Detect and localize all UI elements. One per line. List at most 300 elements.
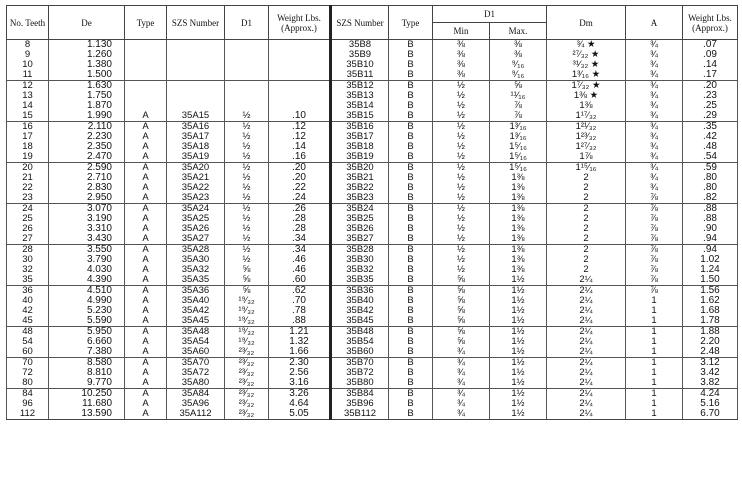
- d1-cell: ²³⁄₃₂: [225, 347, 269, 358]
- table-row: [7, 111, 738, 122]
- szs-b-cell: 35B54: [331, 337, 389, 347]
- weight-b-cell: .80: [683, 183, 738, 193]
- table-row: [7, 275, 738, 286]
- type-cell: [125, 91, 167, 101]
- min-cell: ⅜: [433, 40, 490, 51]
- teeth-cell: 27: [7, 234, 49, 245]
- weight-b-cell: .82: [683, 193, 738, 204]
- a-cell: ⅞: [626, 245, 683, 256]
- d1-cell: ½: [225, 234, 269, 245]
- weight-cell: 3.16: [269, 378, 331, 389]
- teeth-cell: 28: [7, 245, 49, 256]
- table-row: [7, 234, 738, 245]
- type-b-cell: B: [389, 389, 433, 400]
- weight-b-cell: 3.42: [683, 368, 738, 378]
- weight-cell: .70: [269, 296, 331, 306]
- teeth-cell: 70: [7, 358, 49, 369]
- a-cell: ¾: [626, 152, 683, 163]
- type-b-cell: B: [389, 101, 433, 111]
- weight-b-cell: .90: [683, 224, 738, 234]
- weight-b-cell: .48: [683, 142, 738, 152]
- d1-cell: [225, 81, 269, 92]
- d1-cell: ½: [225, 204, 269, 215]
- szs-cell: 35A54: [167, 337, 225, 347]
- type-cell: A: [125, 173, 167, 183]
- type-b-cell: B: [389, 358, 433, 369]
- dm-cell: 1³⁄₁₆ ★: [547, 70, 626, 81]
- szs-cell: [167, 91, 225, 101]
- teeth-cell: 9: [7, 50, 49, 60]
- de-cell: 3.790: [49, 255, 125, 265]
- de-cell: 9.770: [49, 378, 125, 389]
- dm-cell: 2¼: [547, 358, 626, 369]
- table-row: [7, 193, 738, 204]
- szs-b-cell: 35B72: [331, 368, 389, 378]
- type-b-cell: B: [389, 70, 433, 81]
- dm-cell: 2: [547, 245, 626, 256]
- header-type: Type: [125, 6, 167, 40]
- teeth-cell: 19: [7, 152, 49, 163]
- dm-cell: 2: [547, 255, 626, 265]
- weight-b-cell: .17: [683, 70, 738, 81]
- szs-cell: [167, 50, 225, 60]
- type-cell: A: [125, 275, 167, 286]
- type-cell: A: [125, 306, 167, 316]
- a-cell: ¾: [626, 142, 683, 152]
- szs-cell: [167, 40, 225, 51]
- min-cell: ⅜: [433, 60, 490, 70]
- weight-cell: 2.30: [269, 358, 331, 369]
- type-b-cell: B: [389, 409, 433, 420]
- weight-b-cell: .20: [683, 81, 738, 92]
- type-cell: A: [125, 163, 167, 174]
- min-cell: ½: [433, 152, 490, 163]
- type-b-cell: B: [389, 337, 433, 347]
- min-cell: ½: [433, 245, 490, 256]
- min-cell: ⅜: [433, 70, 490, 81]
- dm-cell: 2¼: [547, 327, 626, 338]
- type-cell: A: [125, 193, 167, 204]
- teeth-cell: 23: [7, 193, 49, 204]
- min-cell: ½: [433, 173, 490, 183]
- type-b-cell: B: [389, 152, 433, 163]
- szs-cell: 35A22: [167, 183, 225, 193]
- type-cell: [125, 40, 167, 51]
- szs-b-cell: 35B9: [331, 50, 389, 60]
- szs-b-cell: 35B15: [331, 111, 389, 122]
- a-cell: ¾: [626, 183, 683, 193]
- teeth-cell: 17: [7, 132, 49, 142]
- weight-cell: .62: [269, 286, 331, 297]
- szs-cell: 35A30: [167, 255, 225, 265]
- min-cell: ⅝: [433, 286, 490, 297]
- header-weight: Weight Lbs. (Approx.): [269, 6, 331, 40]
- szs-b-cell: 35B21: [331, 173, 389, 183]
- min-cell: ½: [433, 101, 490, 111]
- a-cell: ⅞: [626, 275, 683, 286]
- dm-cell: 2¼: [547, 306, 626, 316]
- szs-cell: 35A26: [167, 224, 225, 234]
- d1-cell: ¹⁹⁄₃₂: [225, 316, 269, 327]
- weight-cell: .78: [269, 306, 331, 316]
- type-cell: A: [125, 409, 167, 420]
- szs-b-cell: 35B42: [331, 306, 389, 316]
- weight-b-cell: .23: [683, 91, 738, 101]
- d1-cell: [225, 40, 269, 51]
- d1-cell: ½: [225, 224, 269, 234]
- header-min: Min: [433, 23, 490, 40]
- max-cell: ⅜: [490, 40, 547, 51]
- d1-cell: [225, 70, 269, 81]
- d1-cell: ²³⁄₃₂: [225, 358, 269, 369]
- szs-b-cell: 35B40: [331, 296, 389, 306]
- szs-b-cell: 35B28: [331, 245, 389, 256]
- weight-b-cell: 1.88: [683, 327, 738, 338]
- min-cell: ⅝: [433, 327, 490, 338]
- weight-cell: 3.26: [269, 389, 331, 400]
- szs-b-cell: 35B13: [331, 91, 389, 101]
- dm-cell: 2¼: [547, 316, 626, 327]
- a-cell: 1: [626, 337, 683, 347]
- de-cell: 3.190: [49, 214, 125, 224]
- teeth-cell: 21: [7, 173, 49, 183]
- table-row: [7, 152, 738, 163]
- spec-table: [6, 5, 738, 420]
- dm-cell: ¾ ★: [547, 40, 626, 51]
- a-cell: ¾: [626, 163, 683, 174]
- max-cell: 1½: [490, 286, 547, 297]
- max-cell: 1⅜: [490, 193, 547, 204]
- weight-b-cell: .94: [683, 234, 738, 245]
- szs-b-cell: 35B18: [331, 142, 389, 152]
- type-cell: A: [125, 399, 167, 409]
- teeth-cell: 36: [7, 286, 49, 297]
- type-b-cell: B: [389, 183, 433, 193]
- table-row: [7, 316, 738, 327]
- a-cell: ¾: [626, 70, 683, 81]
- dm-cell: 2: [547, 173, 626, 183]
- weight-b-cell: 2.48: [683, 347, 738, 358]
- de-cell: 2.590: [49, 163, 125, 174]
- max-cell: 1½: [490, 399, 547, 409]
- szs-b-cell: 35B26: [331, 224, 389, 234]
- szs-cell: 35A16: [167, 122, 225, 133]
- type-cell: A: [125, 358, 167, 369]
- weight-cell: .20: [269, 163, 331, 174]
- de-cell: 5.230: [49, 306, 125, 316]
- dm-cell: 1²⁷⁄₃₂: [547, 142, 626, 152]
- szs-cell: 35A17: [167, 132, 225, 142]
- szs-b-cell: 35B35: [331, 275, 389, 286]
- teeth-cell: 84: [7, 389, 49, 400]
- min-cell: ¾: [433, 389, 490, 400]
- weight-b-cell: .42: [683, 132, 738, 142]
- weight-cell: .46: [269, 255, 331, 265]
- weight-b-cell: .80: [683, 173, 738, 183]
- teeth-cell: 20: [7, 163, 49, 174]
- type-b-cell: B: [389, 111, 433, 122]
- max-cell: 1½: [490, 347, 547, 358]
- a-cell: 1: [626, 389, 683, 400]
- d1-cell: ½: [225, 132, 269, 142]
- min-cell: ¾: [433, 347, 490, 358]
- type-b-cell: B: [389, 245, 433, 256]
- header-type-b: Type: [389, 6, 433, 40]
- weight-b-cell: .09: [683, 50, 738, 60]
- type-b-cell: B: [389, 193, 433, 204]
- a-cell: 1: [626, 327, 683, 338]
- de-cell: 2.350: [49, 142, 125, 152]
- d1-cell: ½: [225, 193, 269, 204]
- dm-cell: 2¼: [547, 409, 626, 420]
- type-b-cell: B: [389, 132, 433, 142]
- type-b-cell: B: [389, 275, 433, 286]
- dm-cell: 1⅜ ★: [547, 91, 626, 101]
- a-cell: 1: [626, 399, 683, 409]
- szs-cell: [167, 81, 225, 92]
- de-cell: 4.390: [49, 275, 125, 286]
- a-cell: ⅞: [626, 224, 683, 234]
- type-cell: A: [125, 224, 167, 234]
- dm-cell: 2: [547, 204, 626, 215]
- max-cell: 1½: [490, 275, 547, 286]
- szs-cell: 35A24: [167, 204, 225, 215]
- max-cell: ⁹⁄₁₆: [490, 70, 547, 81]
- max-cell: 1⅜: [490, 255, 547, 265]
- d1-cell: ½: [225, 163, 269, 174]
- de-cell: 4.030: [49, 265, 125, 275]
- type-b-cell: B: [389, 163, 433, 174]
- weight-b-cell: 1.24: [683, 265, 738, 275]
- min-cell: ⅝: [433, 275, 490, 286]
- a-cell: ¾: [626, 132, 683, 142]
- type-cell: A: [125, 327, 167, 338]
- type-cell: A: [125, 347, 167, 358]
- type-cell: A: [125, 265, 167, 275]
- szs-b-cell: 35B8: [331, 40, 389, 51]
- table-body: [7, 40, 738, 420]
- szs-cell: 35A80: [167, 378, 225, 389]
- a-cell: ⅞: [626, 255, 683, 265]
- max-cell: 1½: [490, 409, 547, 420]
- weight-b-cell: .14: [683, 60, 738, 70]
- weight-b-cell: .25: [683, 101, 738, 111]
- d1-cell: ⅝: [225, 265, 269, 275]
- type-b-cell: B: [389, 214, 433, 224]
- szs-cell: 35A20: [167, 163, 225, 174]
- dm-cell: ³¹⁄₃₂ ★: [547, 60, 626, 70]
- type-cell: A: [125, 132, 167, 142]
- min-cell: ½: [433, 224, 490, 234]
- max-cell: 1⁵⁄₁₆: [490, 152, 547, 163]
- d1-cell: ¹⁹⁄₃₂: [225, 296, 269, 306]
- a-cell: ⅞: [626, 214, 683, 224]
- d1-cell: ⅝: [225, 275, 269, 286]
- d1-cell: ½: [225, 111, 269, 122]
- d1-cell: ²³⁄₃₂: [225, 389, 269, 400]
- a-cell: ¾: [626, 81, 683, 92]
- min-cell: ½: [433, 81, 490, 92]
- sprocket-spec-table: [6, 5, 737, 488]
- de-cell: 8.580: [49, 358, 125, 369]
- de-cell: 3.310: [49, 224, 125, 234]
- weight-cell: .24: [269, 193, 331, 204]
- max-cell: 1½: [490, 296, 547, 306]
- szs-cell: 35A84: [167, 389, 225, 400]
- dm-cell: 1¹⁷⁄₃₂: [547, 111, 626, 122]
- weight-cell: .20: [269, 173, 331, 183]
- szs-cell: 35A72: [167, 368, 225, 378]
- szs-cell: [167, 70, 225, 81]
- dm-cell: 2¼: [547, 296, 626, 306]
- teeth-cell: 35: [7, 275, 49, 286]
- header-d1: D1: [225, 6, 269, 40]
- teeth-cell: 12: [7, 81, 49, 92]
- weight-cell: .12: [269, 132, 331, 142]
- szs-b-cell: 35B16: [331, 122, 389, 133]
- weight-cell: .60: [269, 275, 331, 286]
- weight-b-cell: .29: [683, 111, 738, 122]
- d1-cell: ²³⁄₃₂: [225, 399, 269, 409]
- type-b-cell: B: [389, 234, 433, 245]
- teeth-cell: 22: [7, 183, 49, 193]
- dm-cell: 2¼: [547, 337, 626, 347]
- type-cell: A: [125, 378, 167, 389]
- de-cell: 2.950: [49, 193, 125, 204]
- weight-cell: [269, 50, 331, 60]
- min-cell: ⅝: [433, 296, 490, 306]
- szs-b-cell: 35B12: [331, 81, 389, 92]
- d1-cell: ⅝: [225, 286, 269, 297]
- dm-cell: 2¼: [547, 286, 626, 297]
- min-cell: ½: [433, 234, 490, 245]
- szs-b-cell: 35B11: [331, 70, 389, 81]
- teeth-cell: 96: [7, 399, 49, 409]
- table-row: [7, 40, 738, 51]
- a-cell: 1: [626, 316, 683, 327]
- de-cell: 1.380: [49, 60, 125, 70]
- type-b-cell: B: [389, 306, 433, 316]
- weight-b-cell: 1.68: [683, 306, 738, 316]
- szs-b-cell: 35B45: [331, 316, 389, 327]
- szs-b-cell: 35B32: [331, 265, 389, 275]
- type-cell: [125, 81, 167, 92]
- header-szs-b: SZS Number: [331, 6, 389, 40]
- de-cell: 2.830: [49, 183, 125, 193]
- header-de: De: [49, 6, 125, 40]
- max-cell: ⅞: [490, 111, 547, 122]
- de-cell: 1.870: [49, 101, 125, 111]
- max-cell: ¹¹⁄₁₆: [490, 91, 547, 101]
- table-row: [7, 347, 738, 358]
- teeth-cell: 26: [7, 224, 49, 234]
- a-cell: ¾: [626, 50, 683, 60]
- type-cell: A: [125, 122, 167, 133]
- weight-cell: .34: [269, 234, 331, 245]
- table-row: [7, 409, 738, 420]
- weight-b-cell: .88: [683, 204, 738, 215]
- teeth-cell: 13: [7, 91, 49, 101]
- weight-cell: [269, 91, 331, 101]
- teeth-cell: 30: [7, 255, 49, 265]
- szs-b-cell: 35B80: [331, 378, 389, 389]
- de-cell: 1.630: [49, 81, 125, 92]
- weight-b-cell: 1.78: [683, 316, 738, 327]
- weight-cell: 4.64: [269, 399, 331, 409]
- a-cell: ¾: [626, 122, 683, 133]
- type-b-cell: B: [389, 224, 433, 234]
- d1-cell: ½: [225, 122, 269, 133]
- a-cell: 1: [626, 347, 683, 358]
- weight-b-cell: .07: [683, 40, 738, 51]
- type-b-cell: B: [389, 316, 433, 327]
- a-cell: 1: [626, 409, 683, 420]
- min-cell: ½: [433, 193, 490, 204]
- szs-cell: 35A96: [167, 399, 225, 409]
- szs-b-cell: 35B14: [331, 101, 389, 111]
- min-cell: ¾: [433, 378, 490, 389]
- type-cell: A: [125, 389, 167, 400]
- d1-cell: ½: [225, 152, 269, 163]
- dm-cell: 2: [547, 234, 626, 245]
- type-b-cell: B: [389, 173, 433, 183]
- a-cell: ¾: [626, 40, 683, 51]
- szs-cell: 35A42: [167, 306, 225, 316]
- max-cell: 1⅜: [490, 224, 547, 234]
- teeth-cell: 11: [7, 70, 49, 81]
- weight-cell: .22: [269, 183, 331, 193]
- weight-cell: .88: [269, 316, 331, 327]
- szs-b-cell: 35B84: [331, 389, 389, 400]
- dm-cell: 1²¹⁄₃₂: [547, 122, 626, 133]
- szs-b-cell: 35B30: [331, 255, 389, 265]
- header-weight-b: Weight Lbs. (Approx.): [683, 6, 738, 40]
- type-b-cell: B: [389, 296, 433, 306]
- szs-cell: 35A18: [167, 142, 225, 152]
- dm-cell: 1²³⁄₃₂: [547, 132, 626, 142]
- min-cell: ⅝: [433, 316, 490, 327]
- min-cell: ⅝: [433, 306, 490, 316]
- type-cell: A: [125, 204, 167, 215]
- max-cell: 1½: [490, 389, 547, 400]
- de-cell: 3.070: [49, 204, 125, 215]
- teeth-cell: 112: [7, 409, 49, 420]
- szs-cell: 35A27: [167, 234, 225, 245]
- a-cell: ⅞: [626, 234, 683, 245]
- szs-b-cell: 35B60: [331, 347, 389, 358]
- d1-cell: ½: [225, 245, 269, 256]
- min-cell: ½: [433, 265, 490, 275]
- weight-cell: 1.21: [269, 327, 331, 338]
- type-cell: A: [125, 234, 167, 245]
- szs-cell: 35A45: [167, 316, 225, 327]
- teeth-cell: 72: [7, 368, 49, 378]
- type-cell: A: [125, 245, 167, 256]
- type-cell: A: [125, 152, 167, 163]
- dm-cell: 2¼: [547, 378, 626, 389]
- min-cell: ⅜: [433, 50, 490, 60]
- szs-cell: 35A112: [167, 409, 225, 420]
- de-cell: 1.260: [49, 50, 125, 60]
- max-cell: 1½: [490, 306, 547, 316]
- type-b-cell: B: [389, 378, 433, 389]
- type-cell: A: [125, 255, 167, 265]
- dm-cell: 2¼: [547, 389, 626, 400]
- a-cell: ¾: [626, 111, 683, 122]
- szs-cell: 35A60: [167, 347, 225, 358]
- dm-cell: 2: [547, 265, 626, 275]
- de-cell: 3.430: [49, 234, 125, 245]
